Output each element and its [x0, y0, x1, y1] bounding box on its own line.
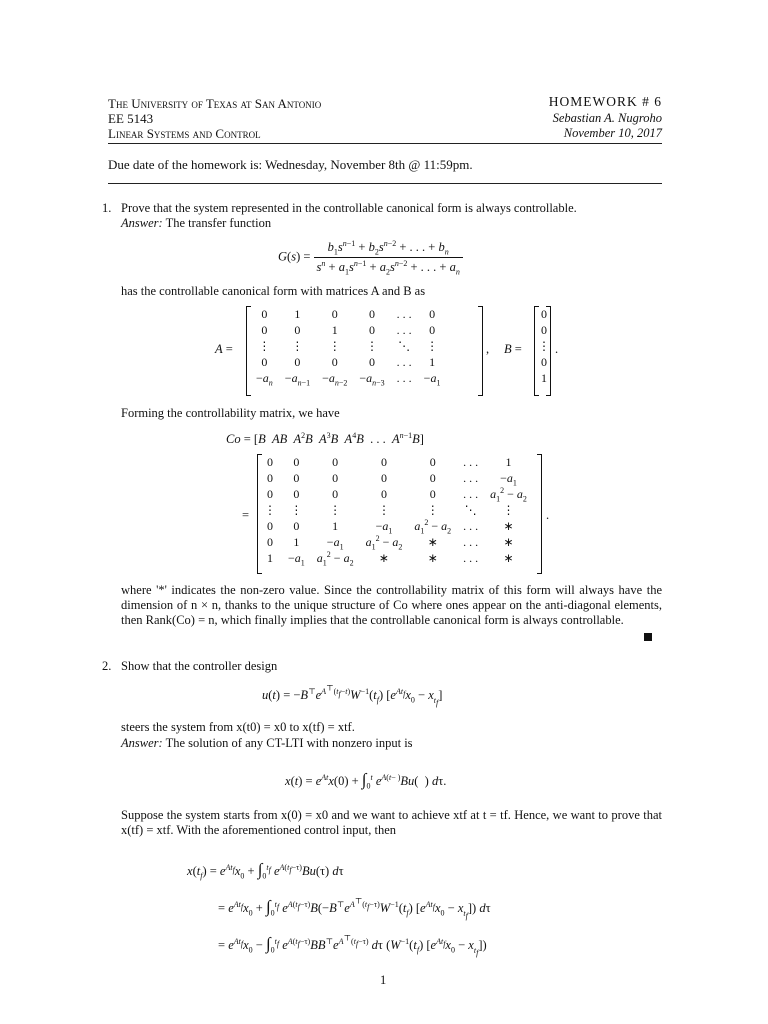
header-rule — [108, 143, 662, 144]
derivation-line-2: = $e^{At_f}x_0 + \int_0^{t_f}$ $e^{A(t_f-\tau)}B(-B^⊤e^{A^⊤(t_f-\tau)}W^{-1}(t_f) [e^{At_f}x_0 - x_{t_f}])$ dτ — [218, 896, 491, 921]
controllability-text: Forming the controllability matrix, we have — [121, 406, 340, 420]
canonical-form-text: has the controllable canonical form with matrices A and B as — [121, 284, 426, 298]
matrix-a-right-bracket — [478, 306, 483, 396]
controller-equation: $u(t) = -B^⊤e^{A^⊤(t_f-t)}W^{-1}(t_f) [e^{At_f}x_0 - x_{t_f}]$ — [262, 683, 443, 708]
matrix-b: 0 0 ⋮ 0 1 — [538, 306, 550, 385]
problem-2-statement: Show that the controller design — [121, 659, 278, 673]
derivation-line-1: $x(t_f) = e^{At_f}x_0 + \int_0^{t_f}$ $e^{A(t_f-\tau)}Bu(\tau)$ dτ — [187, 860, 344, 881]
answer-label: Answer: — [121, 216, 163, 230]
transfer-function-fraction: $\frac{b_1s^{n-1} + b_2s^{n-2} + . . . + b_n}{s^n + a_1s^{n-1} + a_2s^{n-2} + . . . + a_n}$ — [314, 240, 463, 275]
co-matrix-right-bracket — [537, 454, 542, 574]
transfer-function-equation: G(s) = $\frac{b_1s^{n-1} + b_2s^{n-2} + . . . + b_n}{s^n + a_1s^{n-1} + a_2s^{n-2} + . . . + a_n}$ — [278, 240, 463, 275]
matrix-separator: , — [486, 342, 490, 356]
course-code: EE 5143 — [108, 111, 154, 126]
university-name: The University of Texas at San Antonio — [108, 96, 322, 111]
document-date: November 10, 2017 — [563, 126, 662, 140]
derivation-line-3: = $e^{At_f}x_0 - \int_0^{t_f}$ $e^{A(t_f-\tau)}BB^⊤e^{A^⊤(t_f-\tau)}$ dτ $(W^{-1}(t_f) [e^{At_f}x_0 - x_{t_f}])$ — [218, 933, 487, 958]
controllability-matrix-definition: Co = [B AB $A^2B$ $A^3B$ $A^4B$ . . . $A^{n-1}B$] — [226, 430, 424, 446]
document-page: The University of Texas at San Antonio EE 5143 Linear Systems and Control HOMEWORK # 6 Sebastian A. Nugroho November 10, 2017 Due date of the homework is: Wednesday, November 8th @ 11:59pm. 1. Prove that the system represented in the controllable canonical form is always controllable. Answer: The transfer function G(s) = $\frac{b_1s^{n-1} + b_2s^{n-2} + . . . + b_n}{s^n + a_1s^{n-1} + a_2s^{n-2} + . . . + a_n}$ has the controllable canonical form with matrices A and B as A = 0 1 0 0 . . . 0 0 0 1 0 . . . 0 ⋮ ⋮ ⋮ ⋮ ⋱ ⋮ 0 0 0 0 . . . 1 $-a_n$ $-a_{n-1}$ $-a_{n-2}$ $-a_{n-3}$ . . . $-a_1$ , B = 0 0 ⋮ 0 1 . Forming the controllability matrix, we have Co = [B AB $A^2B$ $A^3B$ $A^4B$ . . . $A^{n-1}B$] = 0 0 0 0 0 . . . 1 0 0 0 0 0 . . . $-a_1$ 0 0 0 0 0 . . . $a_1^2 - a_2$ ⋮ ⋮ ⋮ ⋮ ⋮ ⋱ ⋮ 0 0 1 $-a_1$ $a_1^2 - a_2$ . . . ∗ 0 1 $-a_1$ $a_1^2 - a_2$ ∗ . . . ∗ 1 $-a_1$ $a_1^2 - a_2$ ∗ ∗ . . . ∗ . where '*' indicates the non-zero value. Since the controllability matrix of this form will always have the dimension of n × n, thanks to the unique structure of Co where ones appear on the anti-diagonal elements, then Rank(Co) = n, which finally implies that the controllable canonical form is always controllable. 2. Show that the controller design $u(t) = -B^⊤e^{A^⊤(t_f-t)}W^{-1}(t_f) [e^{At_f}x_0 - x_{t_f}]$ steers the system from x(t0) = x0 to x(tf) = xtf. Answer: The solution of any CT-LTI with nonzero input is $x(t) = e^{At}x(0) + \int_0^t$ $e^{A(t- )}Bu$( ) dτ. Suppose the system starts from x(0) = x0 and we want to achieve xtf at t = tf. Hence, we want to prove that x(tf) = xtf. With the aforementioned control input, then $x(t_f) = e^{At_f}x_0 + \int_0^{t_f}$ $e^{A(t_f-\tau)}Bu(\tau)$ dτ = $e^{At_f}x_0 + \int_0^{t_f}$ $e^{A(t_f-\tau)}B(-B^⊤e^{A^⊤(t_f-\tau)}W^{-1}(t_f) [e^{At_f}x_0 - x_{t_f}])$ dτ = $e^{At_f}x_0 - \int_0^{t_f}$ $e^{A(t_f-\tau)}BB^⊤e^{A^⊤(t_f-\tau)}$ dτ $(W^{-1}(t_f) [e^{At_f}x_0 - x_{t_f}])$ 1 — [102, 94, 662, 987]
qed-square — [644, 633, 652, 641]
matrix-a-label: A = — [215, 342, 233, 356]
problem-2-number: 2. — [102, 659, 112, 673]
solution-equation: $x(t) = e^{At}x(0) + \int_0^t$ $e^{A(t- )}Bu$( ) dτ. — [285, 770, 447, 791]
course-title: Linear Systems and Control — [108, 126, 261, 141]
answer-intro-2: The solution of any CT-LTI with nonzero input is — [165, 736, 413, 750]
author-name: Sebastian A. Nugroho — [552, 111, 662, 125]
homework-title: HOMEWORK # 6 — [548, 94, 662, 109]
steers-text: steers the system from x(t0) = x0 to x(tf) = xtf. — [121, 720, 355, 734]
matrix-a: 0 1 0 0 . . . 0 0 0 1 0 . . . 0 ⋮ ⋮ ⋮ ⋮ ⋱ ⋮ 0 0 0 0 . . . 1 $-a_n$ $-a_{n-1}$ $-a_{n-2}$ $-a_{n-3}$ . . . $-a_1$ — [256, 306, 441, 387]
problem-1-number: 1. — [102, 201, 112, 215]
problem-1-answer-line — [121, 216, 271, 231]
due-date-rule — [108, 183, 662, 184]
controllability-matrix: 0 0 0 0 0 . . . 1 0 0 0 0 0 . . . $-a_1$ 0 0 0 0 0 . . . $a_1^2 - a_2$ ⋮ ⋮ ⋮ ⋮ ⋮ ⋱ ⋮ 0 0 1 $-a_1$ $a_1^2 - a_2$ . . . ∗ 0 1 $-a_1$ $a_1^2 - a_2$ ∗ . . . ∗ 1 $-a_1$ $a_1^2 - a_2$ ∗ ∗ . . . ∗ — [264, 454, 527, 567]
problem-2-answer-line — [121, 736, 413, 751]
matrix-b-label: B = — [504, 342, 522, 356]
answer-intro: The transfer function — [165, 216, 272, 230]
problem-1-statement: Prove that the system represented in the controllable canonical form is always controllable. — [121, 201, 577, 215]
matrix-b-right-bracket — [546, 306, 551, 396]
problem-1-conclusion: where '*' indicates the non-zero value. Since the controllability matrix of this form will always have the dimension of n × n, thanks to the unique structure of Co where ones appear on the anti-diagonal elements, then Rank(Co) = n, which finally implies that the controllable canonical form is always controllable. — [121, 583, 662, 627]
suppose-text: Suppose the system starts from x(0) = x0 and we want to achieve xtf at t = tf. Hence, we want to prove that x(tf) = xtf. With the aforementioned control input, then — [121, 808, 662, 837]
due-date: Due date of the homework is: Wednesday, November 8th @ 11:59pm. — [108, 157, 473, 172]
page-number: 1 — [380, 973, 387, 987]
answer-label-2: Answer: — [121, 736, 163, 750]
